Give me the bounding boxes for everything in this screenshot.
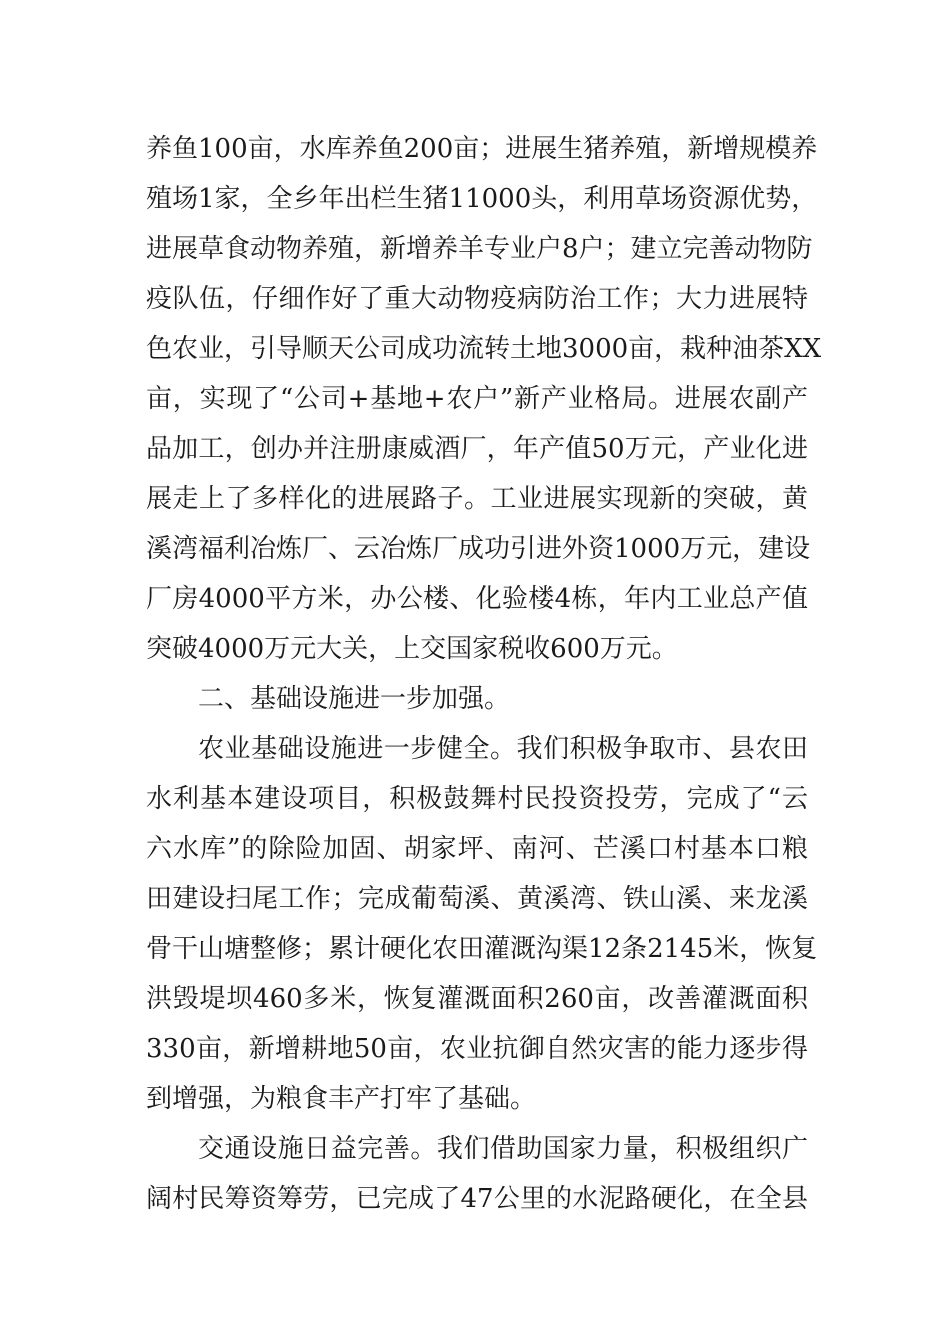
text-line: 骨干山塘整修；累计硬化农田灌溉沟渠12条2145米，恢复 [146,934,818,964]
paragraph-agricultural-infrastructure [146,724,818,1124]
text-line: 330亩，新增耕地50亩，农业抗御自然灾害的能力逐步得 [146,1034,808,1064]
text-line: 厂房4000平方米，办公楼、化验楼4栋，年内工业总产值 [146,584,808,614]
text-line: 殖场1家，全乡年出栏生猪11000头，利用草场资源优势， [146,184,818,214]
text-line: 疫队伍，仔细作好了重大动物疫病防治工作；大力进展特 [146,284,808,314]
text-line: 交通设施日益完善。我们借助国家力量，积极组织广 [198,1134,808,1164]
text-line: 农业基础设施进一步健全。我们积极争取市、县农田 [198,734,808,764]
text-line: 田建设扫尾工作；完成葡萄溪、黄溪湾、铁山溪、来龙溪 [146,884,808,914]
text-line: 到增强，为粮食丰产打牢了基础。 [146,1084,537,1114]
paragraph-transport-infrastructure [146,1124,808,1224]
text-line: 溪湾福利冶炼厂、云冶炼厂成功引进外资1000万元，建设 [146,534,811,564]
text-line: 品加工，创办并注册康威酒厂，年产值50万元，产业化进 [146,434,808,464]
document-body [146,124,822,1224]
text-line: 洪毁堤坝460多米，恢复灌溉面积260亩，改善灌溉面积 [146,984,808,1014]
text-line: 突破4000万元大关，上交国家税收600万元。 [146,634,678,664]
section-heading-infrastructure [146,674,808,724]
text-line: 养鱼100亩，水库养鱼200亩；进展生猪养殖，新增规模养 [146,134,818,164]
text-line: 六水库”的除险加固、胡家坪、南河、芒溪口村基本口粮 [146,834,808,864]
text-line: 亩，实现了“公司+基地+农户”新产业格局。进展农副产 [146,384,808,414]
text-line: 色农业，引导顺天公司成功流转土地3000亩，栽种油茶XX [146,334,822,364]
paragraph-livestock-industry [146,124,822,674]
text-line: 展走上了多样化的进展路子。工业进展实现新的突破，黄 [146,484,808,514]
text-line: 水利基本建设项目，积极鼓舞村民投资投劳，完成了“云 [146,784,808,814]
text-line: 阔村民筹资筹劳，已完成了47公里的水泥路硬化，在全县 [146,1184,808,1214]
text-line: 进展草食动物养殖，新增养羊专业户8户；建立完善动物防 [146,234,813,264]
section-heading-text: 二、基础设施进一步加强。 [198,684,511,714]
